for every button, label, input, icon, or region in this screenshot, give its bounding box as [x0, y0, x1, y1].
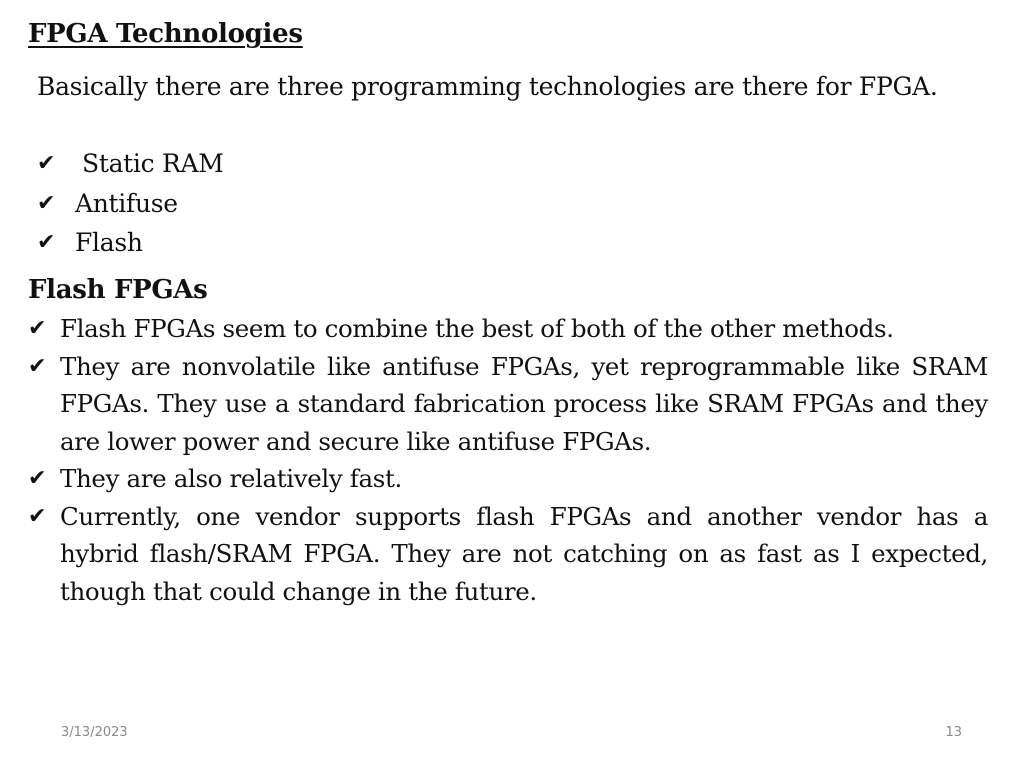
check-icon: ✔	[37, 151, 56, 176]
intro-paragraph: Basically there are three programming technologies are there for FPGA.	[37, 72, 938, 101]
list-item	[28, 348, 988, 461]
point-text: They are nonvolatile like antifuse FPGAs, yet reprogrammable like SRAM FPGAs. They use a standard fabrication process like SRAM FPGAs and they are lower power and secure like antifuse FPGAs.	[60, 351, 988, 456]
flash-points-list	[28, 310, 988, 610]
point-text: They are also relatively fast.	[60, 464, 402, 493]
list-item	[28, 460, 988, 498]
check-icon: ✔	[37, 190, 56, 216]
technology-label: Antifuse	[75, 188, 178, 218]
check-icon: ✔	[28, 466, 47, 491]
technology-list	[37, 144, 224, 263]
check-icon: ✔	[28, 503, 47, 529]
point-text: Currently, one vendor supports flash FPGAs and another vendor has a hybrid flash/SRAM FPGA. They are not catching on as fast as I expected, though that could change in the future.	[60, 501, 988, 606]
footer-date: 3/13/2023	[61, 725, 128, 740]
check-icon: ✔	[37, 230, 56, 255]
page-number: 13	[945, 725, 962, 740]
list-item	[37, 223, 224, 263]
technology-label: Flash	[75, 228, 143, 257]
list-item	[37, 184, 224, 224]
section-heading: Flash FPGAs	[28, 275, 208, 305]
point-text: Flash FPGAs seem to combine the best of both of the other methods.	[60, 314, 894, 343]
slide-title: FPGA Technologies	[28, 19, 303, 49]
list-item	[37, 144, 224, 184]
list-item	[28, 498, 988, 611]
check-icon: ✔	[28, 316, 47, 341]
technology-label: Static RAM	[82, 149, 224, 178]
check-icon: ✔	[28, 353, 47, 379]
list-item	[28, 310, 988, 348]
